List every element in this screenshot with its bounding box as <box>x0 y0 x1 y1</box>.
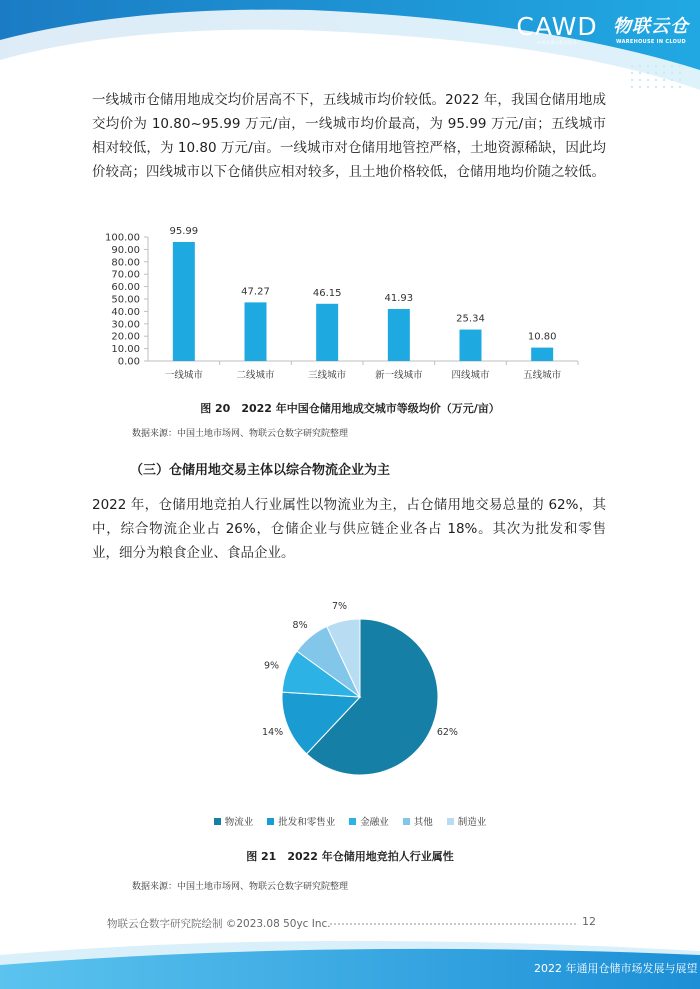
bar-value-label: 10.80 <box>527 331 557 343</box>
legend-swatch <box>214 818 221 825</box>
bar <box>388 309 410 361</box>
figure21-caption: 图 21 2022 年仓储用地竞拍人行业属性 <box>246 850 454 863</box>
y-tick-label: 10.00 <box>111 344 140 356</box>
y-tick-label: 100.00 <box>105 232 140 244</box>
bar-value-label: 41.93 <box>384 293 414 305</box>
figure20-source: 数据来源：中国土地市场网、物联云仓数字研究院整理 <box>132 429 349 439</box>
dot-pattern-decoration <box>628 62 684 92</box>
footer-band <box>0 925 700 989</box>
bar-value-label: 46.15 <box>312 287 342 299</box>
cawd-logo: CAWD 中国仓储与配送协会 <box>516 12 598 45</box>
pie-legend <box>0 814 700 828</box>
x-category-label: 一线城市 <box>164 370 203 381</box>
x-category-label: 四线城市 <box>451 370 490 381</box>
x-category-label: 新一线城市 <box>375 370 423 381</box>
legend-item <box>349 814 389 828</box>
legend-swatch <box>349 818 356 825</box>
pie-chart-bidder-industry <box>200 590 500 800</box>
bar-value-label: 95.99 <box>169 225 199 237</box>
legend-swatch <box>447 818 454 825</box>
legend-item <box>267 814 335 828</box>
legend-label: 其他 <box>413 817 433 828</box>
y-tick-label: 0.00 <box>117 356 140 368</box>
pie-value-label: 14% <box>262 727 284 739</box>
y-tick-label: 70.00 <box>111 269 140 281</box>
paragraph-bidder-industry: 2022 年，仓储用地竞拍人行业属性以物流业为主，占仓储用地交易总量的 62%，其中，综合物流企业占 26%，仓储企业与供应链企业各占 18%。其次为批发和零售业，细分为粮食企业、食品企业。 <box>92 497 606 561</box>
bar <box>173 242 195 361</box>
pie-value-label: 7% <box>331 600 348 612</box>
section-title: （三）仓储用地交易主体以综合物流企业为主 <box>130 463 391 478</box>
bar-chart-city-price <box>88 210 588 390</box>
pie-value-label: 8% <box>292 620 308 632</box>
legend-item <box>447 814 487 828</box>
legend-label: 批发和零售业 <box>278 817 336 828</box>
bar-value-label: 47.27 <box>241 286 270 298</box>
y-tick-label: 60.00 <box>111 282 140 294</box>
footer-copyright: 物联云仓数字研究院绘制 ©2023.08 50yc Inc. <box>107 918 331 930</box>
figure20-caption: 图 20 2022 年中国仓储用地成交城市等级均价（万元/亩） <box>200 402 500 415</box>
warehouse-in-cloud-logo: 物联云仓 WAREHOUSE IN CLOUD <box>613 16 689 45</box>
y-tick-label: 30.00 <box>111 319 140 331</box>
legend-label: 制造业 <box>457 817 487 828</box>
figure21-source: 数据来源：中国土地市场网、物联云仓数字研究院整理 <box>132 882 349 892</box>
x-category-label: 三线城市 <box>308 370 347 381</box>
legend-item <box>403 814 433 828</box>
legend-swatch <box>403 818 410 825</box>
bar <box>316 304 338 361</box>
y-tick-label: 20.00 <box>111 331 140 343</box>
bar <box>531 348 553 361</box>
bar-value-label: 25.34 <box>456 313 485 325</box>
y-tick-label: 80.00 <box>111 257 140 269</box>
paragraph-city-price: 一线城市仓储用地成交均价居高不下，五线城市均价较低。2022 年，我国仓储用地成交均价为 10.80~95.99 万元/亩，一线城市均价最高，为 95.99 万元/亩；五线城市相对较低，为 10.80 万元/亩。一线城市对仓储用地管控严格，土地资源稀缺，因此均价较高；四线城市以下仓储供应相对较多，且土地价格较低，仓储用地均价随之较低。 <box>92 92 606 180</box>
legend-item <box>214 814 254 828</box>
y-tick-label: 50.00 <box>111 294 140 306</box>
legend-label: 金融业 <box>360 817 389 828</box>
legend-label: 物流业 <box>224 817 254 828</box>
pie-value-label: 9% <box>264 660 280 672</box>
y-tick-label: 90.00 <box>111 244 140 256</box>
legend-swatch <box>267 818 274 825</box>
x-category-label: 五线城市 <box>523 370 562 381</box>
pie-value-label: 62% <box>436 727 458 739</box>
page-number: 12 <box>582 915 596 928</box>
document-title: 2022 年通用仓储市场发展与展望 <box>534 962 698 975</box>
x-category-label: 二线城市 <box>236 370 275 381</box>
bar <box>245 302 267 361</box>
y-tick-label: 40.00 <box>111 306 140 318</box>
bar <box>460 330 482 361</box>
